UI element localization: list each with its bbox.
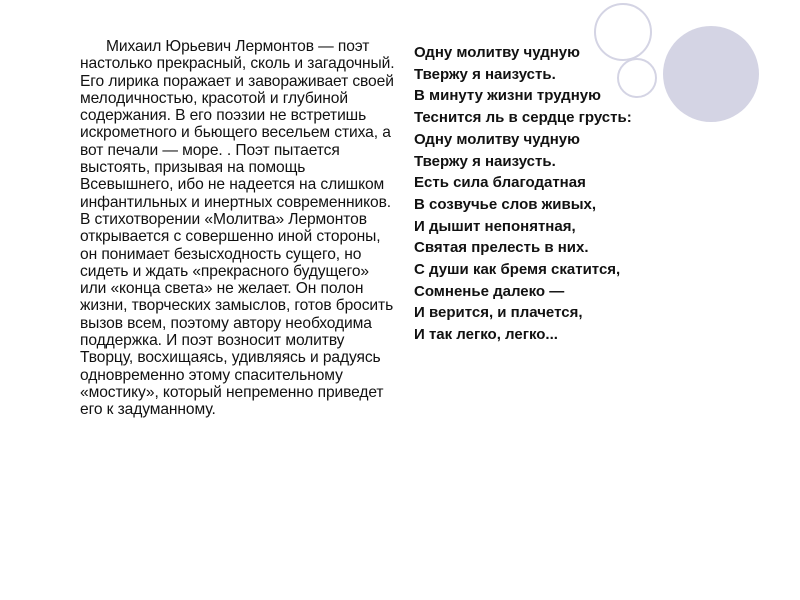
poem-line: В минуту жизни трудную — [414, 87, 601, 105]
poem-line: И так легко, легко... — [414, 326, 558, 344]
poem-line: Сомненье далеко — — [414, 282, 565, 300]
poem-line: И верится, и плачется, — [414, 304, 583, 322]
poem-line: Есть сила благодатная — [414, 174, 586, 192]
poem-line: И дышит непонятная, — [414, 217, 576, 235]
poem-line: Святая прелесть в них. — [414, 239, 589, 257]
poem-line: В созвучье слов живых, — [414, 195, 597, 213]
poem-line: С души как бремя скатится, — [414, 261, 621, 279]
poem-stanza — [414, 42, 684, 346]
essay-paragraph: Михаил Юрьевич Лермонтов — поэт настолько прекрасный, сколь и загадочный. Его лирика поражает и завораживает своей мелодичностью, красотой и глубиной содержания. В его поэзии не встретишь искрометного и бьющего весельем стиха, а вот печали — море. . Поэт пытается выстоять, призывая на помощь Всевышнего, ибо не надеется на слишком инфантильных и инертных современников. В стихотворении «Молитва» Лермонтов открывается с совершенно иной стороны, он понимает безысходность сущего, но сидеть и ждать «прекрасного будущего» или «конца света» не желает. Он полон жизни, творческих замыслов, готов бросить вызов всем, поэтому автору необходима поддержка. И поэт возносит молитву Творцу, восхищаясь, удивляясь и радуясь одновременно этому спасительному «мостику», который непременно приведет его к задуманному. — [80, 38, 395, 419]
poem-line: Твержу я наизусть. — [414, 65, 556, 83]
poem-line: Теснится ль в сердце грусть: — [414, 109, 632, 127]
poem-line: Твержу я наизусть. — [414, 152, 556, 170]
poem-line: Одну молитву чудную — [414, 130, 580, 148]
poem-line: Одну молитву чудную — [414, 44, 580, 61]
